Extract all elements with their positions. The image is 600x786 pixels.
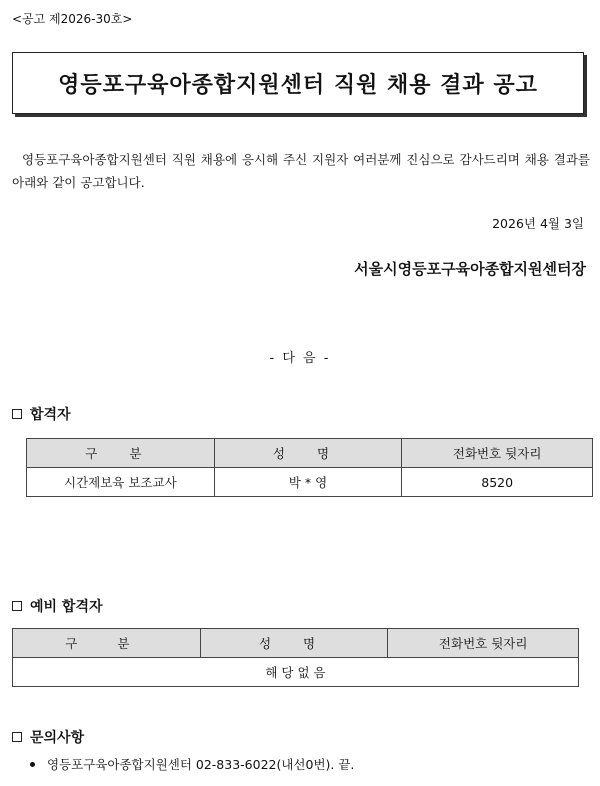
cell-phone: 8520 bbox=[402, 468, 593, 497]
passed-table bbox=[26, 438, 593, 497]
table-row bbox=[27, 468, 593, 497]
checkbox-square-icon bbox=[12, 601, 22, 611]
passed-table-header bbox=[27, 439, 593, 468]
reserve-table bbox=[12, 628, 579, 687]
column-header-name: 성 명 bbox=[200, 629, 388, 658]
column-header-name: 성 명 bbox=[214, 439, 402, 468]
column-header-category: 구 분 bbox=[13, 629, 201, 658]
section-passed-title bbox=[12, 404, 71, 424]
empty-cell: 해 당 없 음 bbox=[13, 658, 579, 687]
cell-name: 박 * 영 bbox=[214, 468, 402, 497]
column-header-phone: 전화번호 뒷자리 bbox=[388, 629, 579, 658]
inquiry-item-text: 영등포구육아종합지원센터 02-833-6022(내선0번). 끝. bbox=[47, 757, 355, 772]
section-passed-label: 합격자 bbox=[30, 407, 71, 423]
section-inquiry-label: 문의사항 bbox=[30, 730, 85, 746]
section-inquiry-title bbox=[12, 727, 84, 747]
reserve-table-header bbox=[13, 629, 579, 658]
section-reserve-title bbox=[12, 596, 103, 616]
section-reserve-label: 예비 합격자 bbox=[30, 599, 103, 615]
issuer-name: 서울시영등포구육아종합지원센터장 bbox=[354, 260, 586, 278]
column-header-phone: 전화번호 뒷자리 bbox=[402, 439, 593, 468]
checkbox-square-icon bbox=[12, 409, 22, 419]
notice-number: <공고 제2026-30호> bbox=[12, 12, 133, 26]
checkbox-square-icon bbox=[12, 732, 22, 742]
inquiry-item bbox=[30, 755, 354, 773]
body-paragraph-text: 영등포구육아종합지원센터 직원 채용에 응시해 주신 지원자 여러분께 진심으로 감사드리며 채용 결과를 아래와 같이 공고합니다. bbox=[12, 152, 590, 190]
document-title-text: 영등포구육아종합지원센터 직원 채용 결과 공고 bbox=[58, 72, 538, 98]
details-separator: - 다 음 - bbox=[269, 351, 331, 366]
body-paragraph bbox=[12, 148, 590, 194]
document-title bbox=[12, 52, 584, 114]
table-row bbox=[13, 658, 579, 687]
cell-category: 시간제보육 보조교사 bbox=[27, 468, 215, 497]
column-header-category: 구 분 bbox=[27, 439, 215, 468]
notice-date: 2026년 4월 3일 bbox=[492, 216, 584, 231]
bullet-icon bbox=[30, 762, 35, 767]
